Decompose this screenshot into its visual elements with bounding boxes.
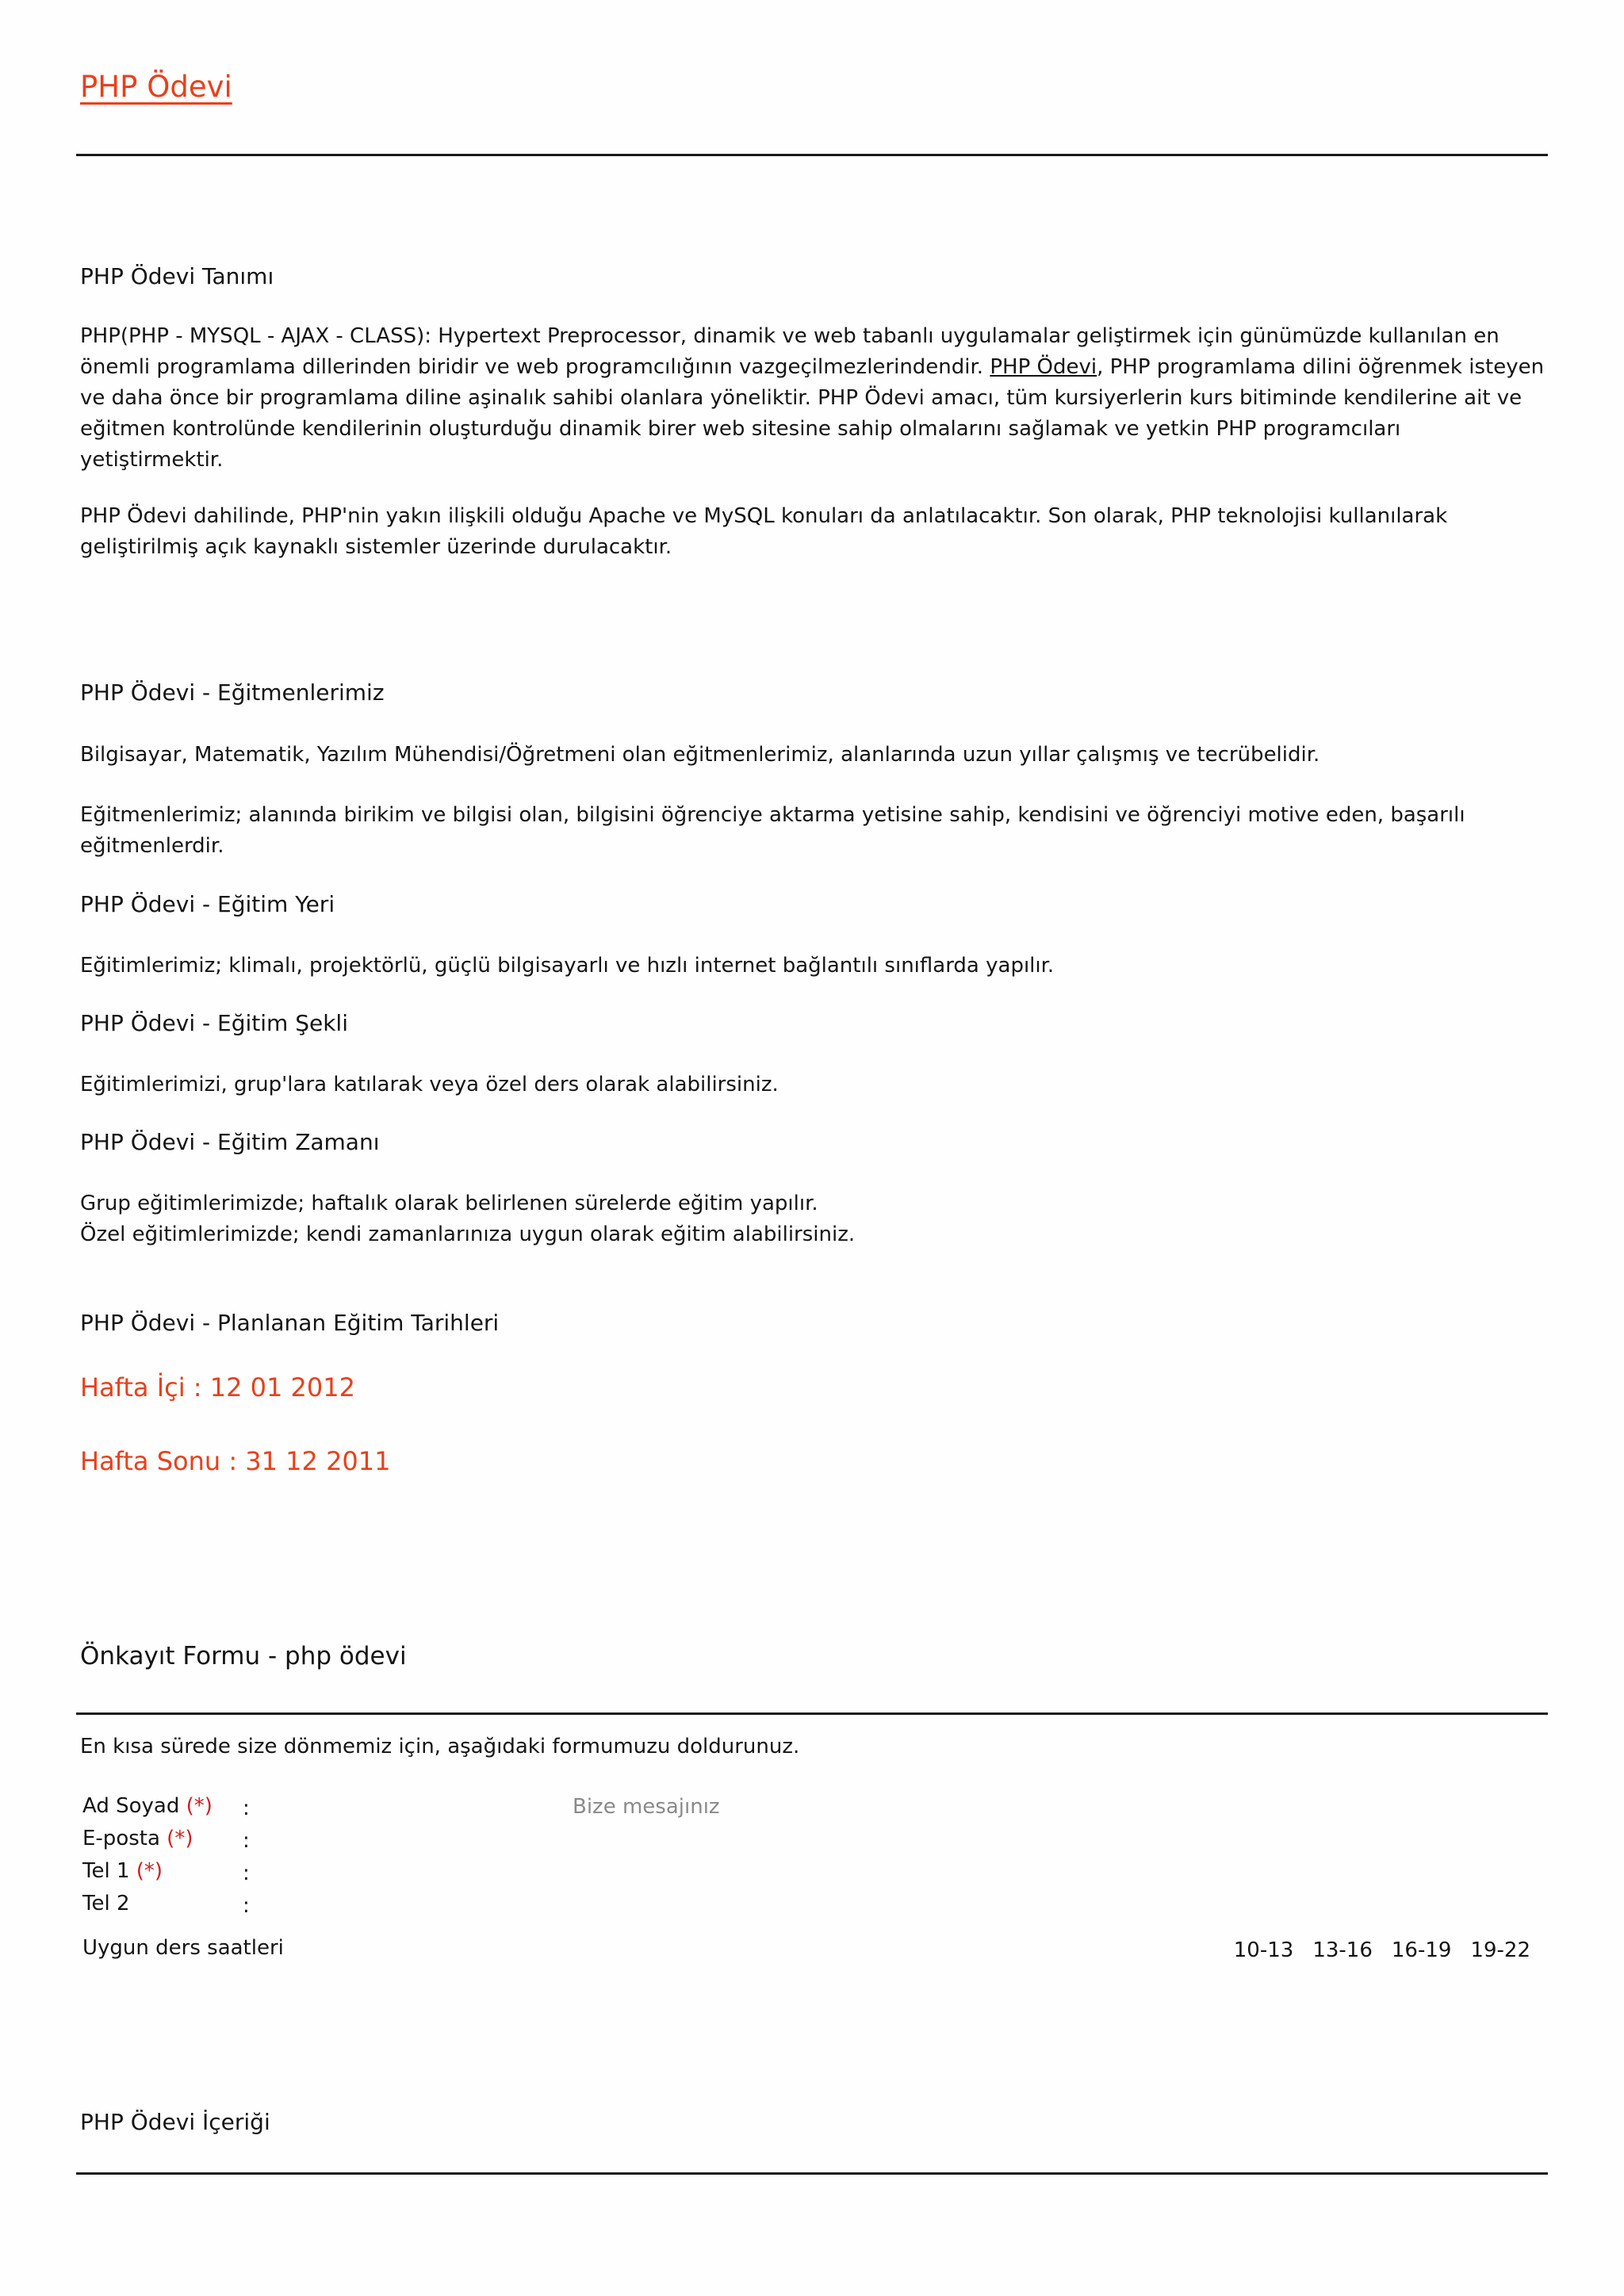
tel2-field-row[interactable] <box>82 1888 130 1920</box>
hours-options <box>1234 1938 1530 1962</box>
header-divider <box>76 154 1548 156</box>
hour-option[interactable]: 13-16 <box>1312 1938 1373 1962</box>
section-heading-yer: PHP Ödevi - Eğitim Yeri <box>80 891 335 917</box>
section-heading-sekil: PHP Ödevi - Eğitim Şekli <box>80 1010 348 1036</box>
section-heading-icerik: PHP Ödevi İçeriği <box>80 2109 270 2135</box>
hafta-ici-date: Hafta İçi : 12 01 2012 <box>80 1372 355 1402</box>
form-divider <box>76 1712 1548 1715</box>
required-mark: (*) <box>136 1859 163 1883</box>
php-odevi-link[interactable]: PHP Ödevi <box>990 355 1097 379</box>
hour-option[interactable]: 19-22 <box>1470 1938 1530 1962</box>
required-mark: (*) <box>186 1794 213 1818</box>
tel2-label: Tel 2 <box>82 1892 130 1915</box>
form-intro: En kısa sürede size dönmemiz için, aşağıdaki formumuzu doldurunuz. <box>80 1735 800 1758</box>
email-colon: : <box>243 1829 250 1853</box>
hour-option[interactable]: 10-13 <box>1233 1938 1294 1962</box>
required-mark: (*) <box>167 1827 193 1850</box>
email-label: E-posta <box>82 1827 160 1850</box>
paragraph-tanim-1: PHP(PHP - MYSQL - AJAX - CLASS): Hypertext Preprocessor, dinamik ve web tabanlı uygulamalar geliştirmek için günümüzde kullanılan en önemli programlama dillerinden biridir ve web programcılığının vazgeçilmezlerindendir. PHP Ödevi, PHP programlama dilini öğrenmek isteyen ve daha önce bir programlama diline aşinalık sahibi olanlara yöneliktir. PHP Ödevi amacı, tüm kursiyerlerin kurs bitiminde kendilerine ait ve eğitmen kontrolünde kendilerinin oluşturduğu dinamik birer web sitesine sahip olmalarını sağlamak ve yetkin PHP programcıları yetiştirmektir. <box>80 324 1545 472</box>
message-textarea[interactable]: Bize mesajınız <box>573 1795 720 1819</box>
section-heading-zaman: PHP Ödevi - Eğitim Zamanı <box>80 1129 380 1155</box>
paragraph-yer-1: Eğitimlerimiz; klimalı, projektörlü, güçlü bilgisayarlı ve hızlı internet bağlantılı sınıflarda yapılır. <box>80 954 1055 978</box>
paragraph-zaman-2: Özel eğitimlerimizde; kendi zamanlarınıza uygun olarak eğitim alabilirsiniz. <box>80 1223 856 1246</box>
paragraph-tanim-2: PHP Ödevi dahilinde, PHP'nin yakın ilişkili olduğu Apache ve MySQL konuları da anlatılacaktır. Son olarak, PHP teknolojisi kullanılarak geliştirilmiş açık kaynaklı sistemler üzerinde durulacaktır. <box>80 504 1448 559</box>
paragraph-sekil-1: Eğitimlerimizi, grup'lara katılarak veya özel ders olarak alabilirsiniz. <box>80 1073 779 1096</box>
section-heading-tanim: PHP Ödevi Tanımı <box>80 263 274 289</box>
name-colon: : <box>243 1797 250 1820</box>
tel1-field-row[interactable] <box>82 1855 163 1888</box>
page-title-link[interactable]: PHP Ödevi <box>80 70 232 104</box>
tel2-colon: : <box>243 1894 250 1918</box>
hour-option[interactable]: 16-19 <box>1391 1938 1452 1962</box>
paragraph-egitmen-2: Eğitmenlerimiz; alanında birikim ve bilgisi olan, bilgisini öğrenciye aktarma yetisine sahip, kendisini ve öğrenciyi motive eden, başarılı eğitmenlerdir. <box>80 803 1465 858</box>
name-field-row[interactable] <box>82 1790 213 1823</box>
section-heading-egitmen: PHP Ödevi - Eğitmenlerimiz <box>80 679 385 706</box>
form-heading: Önkayıt Formu - php ödevi <box>80 1642 407 1670</box>
tel1-colon: : <box>243 1862 250 1885</box>
email-field-row[interactable] <box>82 1823 193 1855</box>
paragraph-zaman-1: Grup eğitimlerimizde; haftalık olarak belirlenen sürelerde eğitim yapılır. <box>80 1192 818 1215</box>
paragraph-egitmen-1: Bilgisayar, Matematik, Yazılım Mühendisi/Öğretmeni olan eğitmenlerimiz, alanlarında uzun yıllar çalışmış ve tecrübelidir. <box>80 743 1320 767</box>
footer-divider <box>76 2172 1548 2175</box>
hafta-sonu-date: Hafta Sonu : 31 12 2011 <box>80 1446 391 1476</box>
tel1-label: Tel 1 <box>82 1859 130 1883</box>
section-heading-tarih: PHP Ödevi - Planlanan Eğitim Tarihleri <box>80 1310 500 1336</box>
hours-label: Uygun ders saatleri <box>82 1936 284 1960</box>
name-label: Ad Soyad <box>82 1794 180 1818</box>
